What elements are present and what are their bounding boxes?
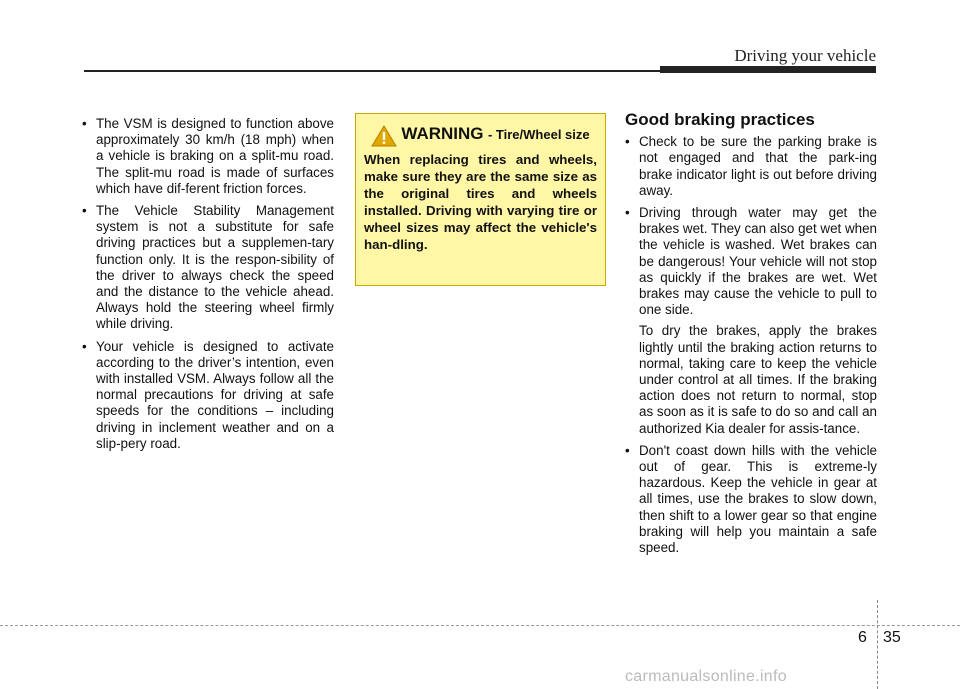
right-bullet-list [625, 134, 877, 556]
bullet-icon: • [625, 134, 630, 150]
warning-triangle-icon [371, 125, 397, 147]
list-item: • The Vehicle Stability Management system is not a substitute for safe driving practices but a supplemen-tary function only. It is the respon-sibility of the driver to always check the speed and the distance to the vehicle ahead. Always hold the steering wheel firmly while driving. [82, 203, 334, 332]
list-item: • Check to be sure the parking brake is not engaged and that the park-ing brake indicator light is out before driving away. [625, 134, 877, 198]
header-rule-accent [660, 66, 876, 73]
bullet-icon: • [625, 442, 630, 458]
list-item: • Driving through water may get the brakes wet. They can also get wet when the vehicle is washed. Wet brakes can be dangerous! Your vehicle will not stop as quickly if the brakes are wet. Wet brakes may cause the vehicle to pull to one side. To dry the brakes, apply the brakes lightly until the braking action returns to normal, taking care to keep the vehicle under control at all times. If the braking action does not return to normal, stop as soon as it is safe to do so and call an authorized Kia dealer for assis-tance. [625, 205, 877, 436]
section-number: 6 [858, 629, 867, 646]
list-item: • Don't coast down hills with the vehicle out of gear. This is extreme-ly hazardous. Keep the vehicle in gear at all times, use the brakes to slow down, then shift to a lower gear so that engine braking will help you maintain a safe speed. [625, 442, 877, 556]
warning-box [355, 113, 606, 286]
left-column [82, 116, 334, 458]
sub-paragraph: To dry the brakes, apply the brakes lightly until the braking action returns to normal, taking care to keep the vehicle under control at all times. If the braking action does not return to normal, stop as soon as it is safe to do so and call an authorized Kia dealer for assis-tance. [639, 323, 877, 436]
page-number: 35 [883, 629, 901, 646]
footer-page-divider [877, 600, 878, 689]
bullet-icon: • [82, 203, 87, 219]
page-header-title: Driving your vehicle [734, 46, 876, 65]
bullet-icon: • [82, 116, 87, 131]
warning-body: When replacing tires and wheels, make sure they are the same size as the original tires and wheels installed. Driving with varying tire or wheel sizes may affect the vehicle's han-dling. [364, 152, 597, 252]
warning-header [364, 124, 597, 147]
right-column [625, 110, 877, 562]
watermark: carmanualsonline.info [625, 668, 787, 685]
warning-title: WARNING [401, 124, 484, 143]
bullet-icon: • [625, 205, 630, 221]
bullet-icon: • [82, 338, 87, 354]
left-bullet-list [82, 116, 334, 452]
header-rule [84, 70, 664, 72]
section-title: Good braking practices [625, 110, 815, 129]
footer-divider [0, 625, 960, 626]
warning-subtitle: - Tire/Wheel size [487, 127, 590, 142]
list-item: • Your vehicle is designed to activate according to the driver’s intention, even with installed VSM. Always follow all the normal precautions for driving at safe speeds for the conditions – including driving in inclement weather and on a slip-pery road. [82, 338, 334, 451]
list-item: • The VSM is designed to function above approximately 30 km/h (18 mph) when a vehicle is braking on a split-mu road. The split-mu road is made of surfaces which have dif-ferent friction forces. [82, 116, 334, 196]
